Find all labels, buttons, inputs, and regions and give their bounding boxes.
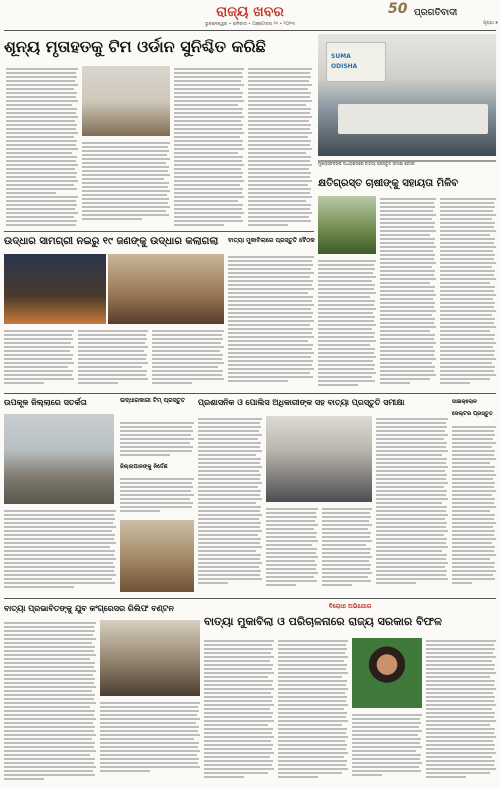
compensation-photo — [318, 196, 376, 254]
bottom-col-2 — [278, 638, 348, 780]
prep-col — [228, 254, 314, 390]
masthead-divider — [4, 30, 496, 31]
relief-photo — [100, 620, 200, 696]
compensation-headline: କ୍ଷତିଗ୍ରସ୍ତ ଚାଷୀଙ୍କୁ ସହାୟତା ମିଳିବ — [318, 178, 459, 189]
bottom-col-3 — [352, 712, 422, 780]
compensation-col-1 — [318, 258, 376, 390]
officials-col-2 — [266, 506, 318, 592]
paper-logo: ପ୍ରଗତିବାଦୀ — [414, 8, 458, 18]
monitoring-col — [120, 476, 194, 518]
officials-col-4 — [376, 416, 448, 592]
opposition-kicker: ବିରୋଧୀ ଅଭିଯୋଗ — [328, 603, 372, 610]
officials-col-3 — [322, 506, 372, 592]
divider-2 — [4, 393, 496, 394]
lead-headline: ଶୂନ୍ୟ ମୃତାହତକୁ ଟିମ ଓର୍ଡାନ ସୁନିଶ୍ଚିତ କରିଛି — [4, 37, 266, 56]
beach-photo — [4, 414, 114, 504]
officials-photo — [266, 416, 372, 502]
masthead — [0, 0, 500, 30]
banner-text-left: SUMA — [331, 53, 351, 60]
compensation-col-3 — [440, 196, 496, 390]
meeting-table — [338, 104, 488, 134]
relief-col — [4, 620, 96, 780]
banner-text-right: ODISHA — [331, 63, 358, 70]
bottom-headline: ବାତ୍ୟା ମୁକାବିଲା ଓ ପରିଚାଳନାରେ ରାଜ୍ୟ ସରକାର ବିଫଳ — [204, 615, 443, 628]
rescue-photo-1 — [4, 254, 106, 324]
lead-story-col-3 — [174, 66, 244, 228]
woman-photo — [352, 638, 422, 708]
meeting-photo-small — [82, 66, 170, 136]
rescue-photo-2 — [108, 254, 224, 324]
rescue-headline: ଉଦ୍ଧାର ସାମଗ୍ରୀ ନଇରୁ ୧୯ ଜଣଙ୍କୁ ଉଦ୍ଧାର କଲାଗଲା — [4, 236, 219, 247]
sumaodisha-banner — [326, 42, 386, 82]
district-headline: ଉପକୂଳ ଜିଲ୍ଲାରେ ସତର୍କତା — [4, 398, 87, 407]
divider-1 — [4, 231, 314, 232]
bottom-col-1 — [204, 638, 274, 780]
officials-col-1 — [198, 416, 262, 592]
compensation-col-2 — [380, 196, 436, 390]
shelters-col — [452, 424, 496, 592]
rescue-col-3 — [152, 328, 224, 390]
teams-col — [120, 420, 194, 460]
lead-story-col-2 — [82, 140, 170, 228]
lead-story-col-1 — [6, 66, 78, 228]
shelters-headline: ସାଇକ୍ଲୋନ ସେଲ୍ଟର ପ୍ରସ୍ତୁତ — [452, 399, 493, 417]
monitoring-headline: ଜିଲ୍ଲାପାଳଙ୍କୁ ନିର୍ଦ୍ଦେଶ — [120, 464, 168, 470]
lead-story-col-4 — [248, 66, 312, 228]
relief-headline: ବାତ୍ୟା ପ୍ରଭାବିତଙ୍କୁ ଯୁବ କଂଗ୍ରେସର ରିଲିଫ ବଣ୍ଟନ — [4, 604, 174, 613]
prep-headline: ବାତ୍ୟା ମୁକାବିଲାରେ ପ୍ରସ୍ତୁତି ବୈଠକ — [228, 237, 315, 244]
relief-col-2 — [100, 700, 200, 780]
people-photo — [120, 520, 194, 592]
officials-headline: ପ୍ରଶାସନିକ ଓ ପୋଲିସ ଅଧିକାରୀଙ୍କ ସହ ବାତ୍ୟା ପ୍ରସ୍ତୁତି ସମୀକ୍ଷା — [198, 398, 405, 407]
rescue-col-1 — [4, 328, 74, 390]
section-title: ରାଜ୍ୟ ଖବର — [216, 4, 284, 20]
district-col — [4, 508, 116, 596]
teams-headline: ଉଦ୍ଧାରକାରୀ ଟିମ୍ ପ୍ରସ୍ତୁତ — [120, 397, 186, 404]
anniversary-logo: 50 — [388, 1, 408, 17]
dateline: ଭୁବନେଶ୍ୱର • ଶନିବାର • ଅକ୍ଟୋବର ୨୧ • ୨୦୨୩ — [205, 22, 295, 27]
bottom-col-4 — [426, 638, 496, 780]
divider-3 — [4, 598, 496, 599]
rescue-col-2 — [78, 328, 148, 390]
page-number: ପୃଷ୍ଠା ୭ — [483, 21, 498, 26]
photo-caption-text: ମୁଖ୍ୟସଚିବଙ୍କ ଅଧ୍ୟକ୍ଷତାରେ ବାତ୍ୟା ପ୍ରସ୍ତୁତି ସମୀକ୍ଷା ବୈଠକ — [318, 162, 415, 166]
meeting-photo-large — [318, 34, 496, 156]
photo-caption — [318, 158, 496, 174]
